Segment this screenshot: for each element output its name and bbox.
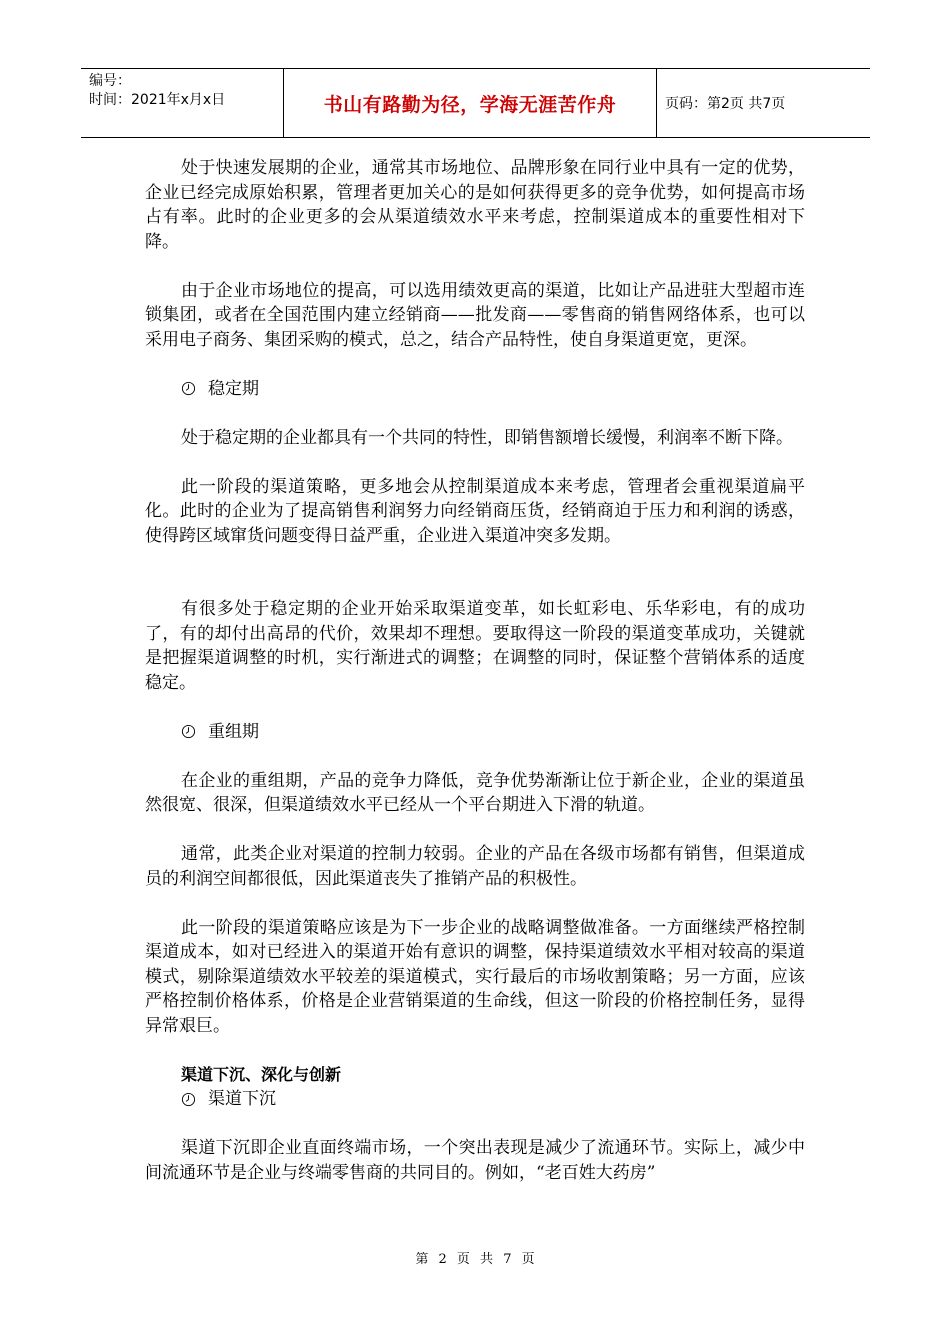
paragraph: 渠道下沉即企业直面终端市场，一个突出表现是减少了流通环节。实际上，减少中间流通环节是企业与终端零售商的共同目的。例如，“老百姓大药房”: [145, 1138, 805, 1183]
document-body: [145, 156, 805, 1185]
list-item-restructure-period: [145, 720, 805, 745]
paragraph: 此一阶段的渠道策略，更多地会从控制渠道成本来考虑，管理者会重视渠道扁平化。此时的企业为了提高销售利润努力向经销商压货，经销商迫于压力和利润的诱惑，使得跨区域窜货问题变得日益严重，企业进入渠道冲突多发期。: [145, 476, 805, 546]
paragraph: 处于稳定期的企业都具有一个共同的特性，即销售额增长缓慢，利润率不断下降。: [181, 427, 793, 448]
header-left-cell: [81, 69, 284, 137]
clock-icon: [181, 381, 196, 396]
list-item-label: 渠道下沉: [208, 1089, 276, 1109]
clock-icon: [181, 724, 196, 739]
paragraph: 由于企业市场地位的提高，可以选用绩效更高的渠道，比如让产品进驻大型超市连锁集团，或者在全国范围内建立经销商——批发商——零售商的销售网络体系，也可以采用电子商务、集团采购的模式，总之，结合产品特性，使自身渠道更宽，更深。: [145, 280, 805, 350]
paragraph: 有很多处于稳定期的企业开始采取渠道变革，如长虹彩电、乐华彩电，有的成功了，有的却付出高昂的代价，效果却不理想。要取得这一阶段的渠道变革成功，关键就是把握渠道调整的时机，实行渐进式的调整；在调整的同时，保证整个营销体系的适度稳定。: [145, 599, 805, 693]
clock-icon: [181, 1092, 196, 1107]
paragraph: 处于快速发展期的企业，通常其市场地位、品牌形象在同行业中具有一定的优势，企业已经完成原始积累，管理者更加关心的是如何获得更多的竞争优势，如何提高市场占有率。此时的企业更多的会从渠道绩效水平来考虑，控制渠道成本的重要性相对下降。: [145, 158, 805, 252]
paragraph: 通常，此类企业对渠道的控制力较弱。企业的产品在各级市场都有销售，但渠道成员的利润空间都很低，因此渠道丧失了推销产品的积极性。: [145, 844, 805, 889]
list-item-channel-sinking: [145, 1087, 805, 1112]
date-label: 时间：2021年x月x日: [89, 92, 226, 108]
section-heading: 渠道下沉、深化与创新: [181, 1064, 342, 1084]
list-item-label: 稳定期: [208, 378, 259, 399]
header-motto: 书山有路勤为径，学海无涯苦作舟: [284, 69, 657, 137]
paragraph: 此一阶段的渠道策略应该是为下一步企业的战略调整做准备。一方面继续严格控制渠道成本，如对已经进入的渠道开始有意识的调整，保持渠道绩效水平相对较高的渠道模式，剔除渠道绩效水平较差的渠道模式，实行最后的市场收割策略；另一方面，应该严格控制价格体系，价格是企业营销渠道的生命线，但这一阶段的价格控制任务，显得异常艰巨。: [145, 917, 805, 1036]
page-footer: 第 2 页 共 7 页: [415, 1252, 535, 1267]
list-item-label: 重组期: [208, 721, 259, 742]
number-label: 编号：: [89, 73, 131, 89]
list-item-stable-period: [145, 377, 805, 402]
header-page-info: 页码：第2页 共7页: [665, 96, 786, 112]
header-table: [81, 68, 870, 138]
paragraph: 在企业的重组期，产品的竞争力降低，竞争优势渐渐让位于新企业，企业的渠道虽然很宽、很深，但渠道绩效水平已经从一个平台期进入下滑的轨道。: [145, 770, 805, 815]
